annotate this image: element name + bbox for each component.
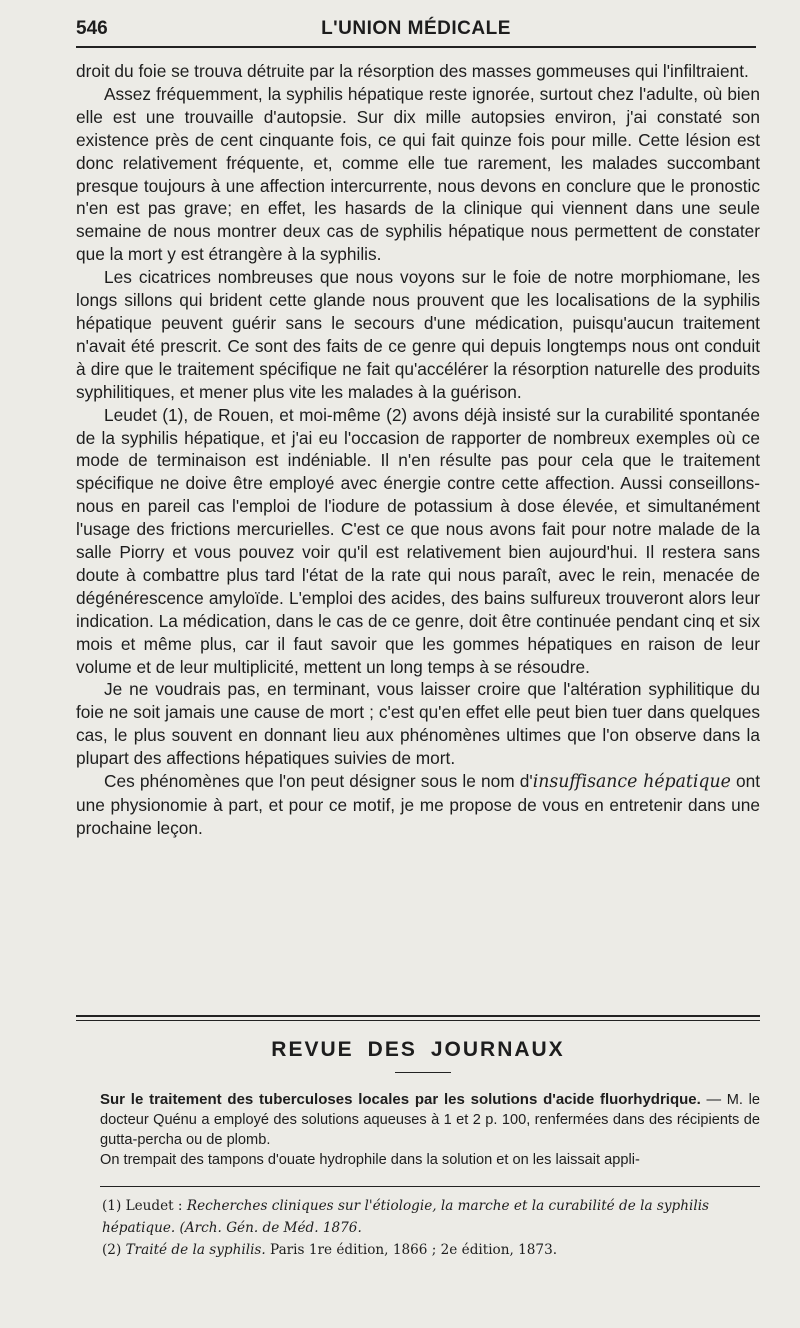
footnote-rule — [100, 1186, 760, 1187]
paragraph-2: Assez fréquemment, la syphilis hépatique reste ignorée, surtout chez l'adulte, où bien elle est une trouvaille d'autopsie. Sur dix mille autopsies environ, j'ai constaté son existence près de cent cinquante fois, ce qui fait quinze fois pour mille. Cette lésion est donc relativement fréquente, et, comme elle tue rarement, les malades succombant presque toujours à une affection intercurrente, nous devons en conclure que le pronostic n'en est pas grave; en effet, les hasards de la clinique qui viennent dans une seule semaine de nous montrer deux cas de syphilis hépatique nous permettent de constater que la mort y est étrangère à la syphilis. — [76, 83, 760, 265]
paragraph-6 — [76, 770, 760, 840]
paragraph-5: Je ne voudrais pas, en terminant, vous laisser croire que l'altération syphilitique du foie ne soit jamais une cause de mort ; c'est qu'en effet elle peut bien tuer dans quelques cas, le plus souvent en donnant lieu aux phénomènes ultimes que l'on observe dans la plupart des affections hépatiques suivies de mort. — [76, 679, 760, 769]
paragraph-6-start: Ces phénomènes que l'on peut désigner sous le nom d' — [104, 771, 533, 792]
section-title-word-3: JOURNAUX — [430, 1038, 565, 1061]
section-title-underline — [395, 1072, 451, 1073]
footnote-2-rest: Paris 1re édition, 1866 ; 2e édition, 1873. — [265, 1242, 558, 1258]
section-rule-thin — [76, 1020, 760, 1021]
review-article-text: — M. le docteur Quénu a employé des solutions aqueuses à 1 et 2 p. 100, renfermées dans des récipients de gutta-percha ou de plomb. — [100, 1092, 761, 1148]
footnote-2 — [102, 1239, 762, 1261]
review-paragraph-2: On trempait des tampons d'ouate hydrophile dans la solution et on les laissait appli- — [100, 1152, 640, 1168]
review-paragraph-1 — [100, 1090, 760, 1150]
footnote-1 — [102, 1195, 762, 1239]
section-title-word-1: REVUE — [271, 1038, 354, 1061]
page-number: 546 — [76, 18, 108, 39]
header-rule — [76, 46, 756, 48]
paragraph-4: Leudet (1), de Rouen, et moi-même (2) avons déjà insisté sur la curabilité spontanée de la syphilis hépatique, et j'ai eu l'occasion de rapporter de nombreux exemples où ce mode de terminaison est indéniable. Il n'en résulte pas pour cela que le traitement spécifique ne doive être employé avec énergie contre cette affection. Aussi conseillons-nous en pareil cas l'emploi de l'iodure de potassium à dose élevée, et simultanément l'usage des frictions mercurielles. C'est ce que nous avons fait pour notre malade de la salle Piorry et vous pouvez voir qu'il est relativement bien aujourd'hui. Il restera sans doute à combattre plus tard l'état de la rate qui nous paraît, avec le rein, menacée de dégénérescence amyloïde. L'emploi des acides, des bains sulfureux trouveront alors leur indication. La médication, dans le cas de ce genre, doit être continuée pendant cinq et six mois et même plus, car il faut savoir que les gommes hépatiques en raison de leur volume et de leur multiplicité, mettent un long temps à se résoudre. — [76, 404, 761, 677]
footnotes — [102, 1195, 762, 1261]
footnote-1-title: Recherches cliniques sur l'étiologie, la marche et la curabilité de la syphilis hépatique. (Arch. Gén. de Méd. 1876. — [102, 1198, 710, 1236]
footnote-2-title: Traité de la syphilis. — [125, 1242, 266, 1258]
paragraph-1: droit du foie se trouva détruite par la résorption des masses gommeuses qui l'infiltraient. — [76, 61, 749, 81]
section-title-word-2: DES — [367, 1038, 417, 1061]
paragraph-6-end: ont une physionomie à part, et pour ce motif, je me propose de vous en entretenir dans une prochaine leçon. — [76, 771, 760, 838]
section-title — [76, 1038, 760, 1062]
paragraph-3: Les cicatrices nombreuses que nous voyons sur le foie de notre morphiomane, les longs sillons qui brident cette glande nous prouvent que les localisations de la syphilis hépatique peuvent guérir sans le secours d'une médication, puisqu'aucun traitement n'avait été prescrit. Ce sont des faits de ce genre qui depuis longtemps nous ont conduit à dire que le traitement spécifique ne fait qu'accélérer la résorption naturelle des produits syphilitiques, et mener plus vite les malades à la guérison. — [76, 267, 760, 402]
page-header — [76, 14, 756, 42]
running-title: L'UNION MÉDICALE — [321, 18, 511, 39]
footnote-2-prefix: (2) — [102, 1242, 126, 1258]
review-article-title: Sur le traitement des tuberculoses locales par les solutions d'acide fluorhydrique. — [100, 1091, 701, 1108]
footnote-1-prefix: (1) Leudet : — [102, 1198, 187, 1214]
paragraph-6-italic: insuffisance hépatique — [532, 772, 731, 793]
journal-review — [100, 1090, 760, 1170]
article-body — [76, 60, 760, 840]
section-rule-thick — [76, 1015, 760, 1017]
